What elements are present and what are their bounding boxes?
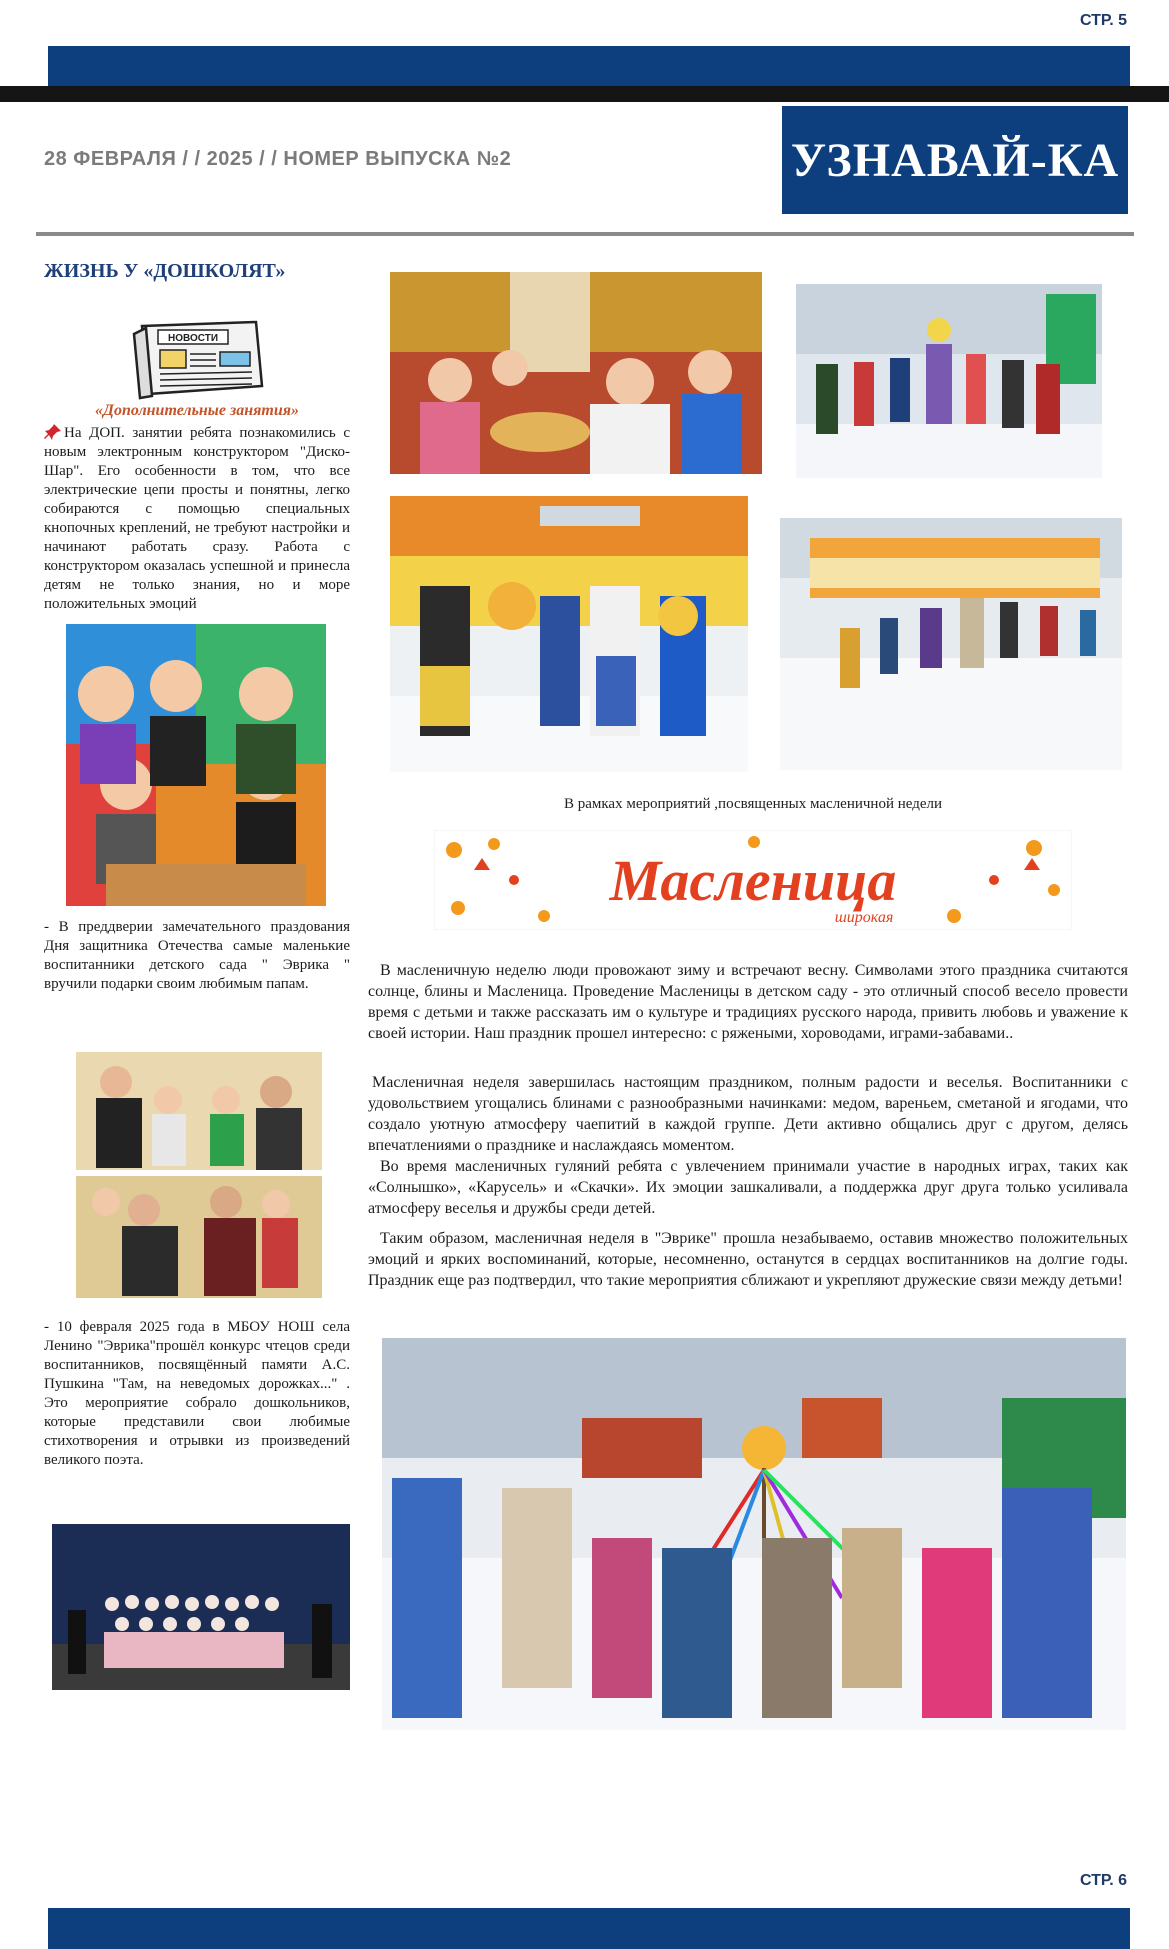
photo-poetry-group: [52, 1524, 350, 1690]
issue-line: 28 ФЕВРАЛЯ / / 2025 / / НОМЕР ВЫПУСКА №2: [44, 148, 512, 170]
header-black-bar: [0, 86, 1169, 102]
subsection-title: «Дополнительные занятия»: [95, 402, 299, 419]
banner-subtitle: широкая: [834, 909, 894, 926]
fathers-day-paragraph: - В преддверии замечательного праздования Дня защитника Отечества самые маленькие воспитанники детского сада " Эврика " вручили подарки своим любимым папам.: [44, 919, 350, 992]
article-paragraph-4: Таким образом, масленичная неделя в "Эврике" прошла незабываемо, оставив множество положительных эмоций и ярких воспоминаний, которые, несомненно, останутся в сердцах воспитанников на долгие годы. Праздник еще раз подтвердил, что такие мероприятия сближают и укрепляют дружеские связи между детьми!: [368, 1230, 1128, 1289]
photo-snow-round-dance: [796, 284, 1102, 478]
photo-caption: В рамках мероприятий ,посвященных масленичной недели: [563, 796, 943, 812]
photo-costumed-women: [390, 496, 748, 772]
photo-maypole-dance: [382, 1338, 1126, 1730]
masthead-title: УЗНАВАЙ-КА: [782, 106, 1128, 214]
photo-maslenitsa-table: [390, 272, 762, 474]
article-paragraph-2: Масленичная неделя завершилась настоящим праздником, полным радости и веселья. Воспитанники с удовольствием угощались блинами с разнообразными начинками: медом, вареньем, сметаной и ягодами, что создало уютную атмосферу чаепитий в каждой группе. Дети активно общались друг с другом, делясь впечатлениями о празднике и наслаждаясь моментом.: [368, 1074, 1128, 1154]
dop-paragraph: На ДОП. занятии ребята познакомились с новым электронным конструктором "Диско-Шар". Его особенности в том, что все электрические цепи просты и понятны, легко собираются с помощью специальных кнопочных креплений, не требуют настройки и начинают работать сразу. Работа с конструктором оказалась успешной и принесла детям не только знания, но и море положительных эмоций: [44, 425, 350, 612]
article-paragraph-3: Во время масленичных гуляний ребята с увлечением принимали участие в народных играх, таких как «Солнышко», «Карусель» и «Скачки». Их эмоции зашкаливали, а поддержка друг друга только усиливала атмосферу веселья и дружбы среди детей.: [368, 1158, 1128, 1217]
photo-snow-line: [780, 518, 1122, 770]
header-rule: [36, 232, 1134, 236]
photo-kids-constructor: [66, 624, 326, 906]
photo-dads-collage: [76, 1052, 322, 1298]
poetry-contest-paragraph: - 10 февраля 2025 года в МБОУ НОШ села Ленино "Эврика"прошёл конкурс чтецов среди воспитанников, посвящённый памяти А.С. Пушкина "Там, на неведомых дорожках..." . Это мероприятие собрало дошкольников, которые представили свои любимые стихотворения и отрывки из произведений великого поэта.: [44, 1319, 350, 1468]
header-blue-bar: [48, 46, 1130, 86]
newspaper-icon: [128, 312, 272, 402]
page-number-bottom: СТР. 6: [1080, 1872, 1127, 1889]
footer-blue-bar: [48, 1908, 1130, 1949]
maslenitsa-banner: [434, 830, 1072, 930]
article-paragraph-1: В масленичную неделю люди провожают зиму и встречают весну. Символами этого праздника считаются солнце, блины и Масленица. Проведение Масленицы в детском саду - это отличный способ весело провести время с детьми и также рассказать им о культуре и традициях русского народа, привить любовь и уважение к своей истории. Наш праздник прошел интересно: с ряжеными, хороводами, играми-забавами..: [368, 962, 1128, 1042]
banner-title: Масленица: [609, 848, 897, 913]
section-title: ЖИЗНЬ У «ДОШКОЛЯТ»: [44, 260, 286, 282]
page-number-top: СТР. 5: [1080, 12, 1127, 29]
newspaper-label: НОВОСТИ: [167, 333, 219, 344]
